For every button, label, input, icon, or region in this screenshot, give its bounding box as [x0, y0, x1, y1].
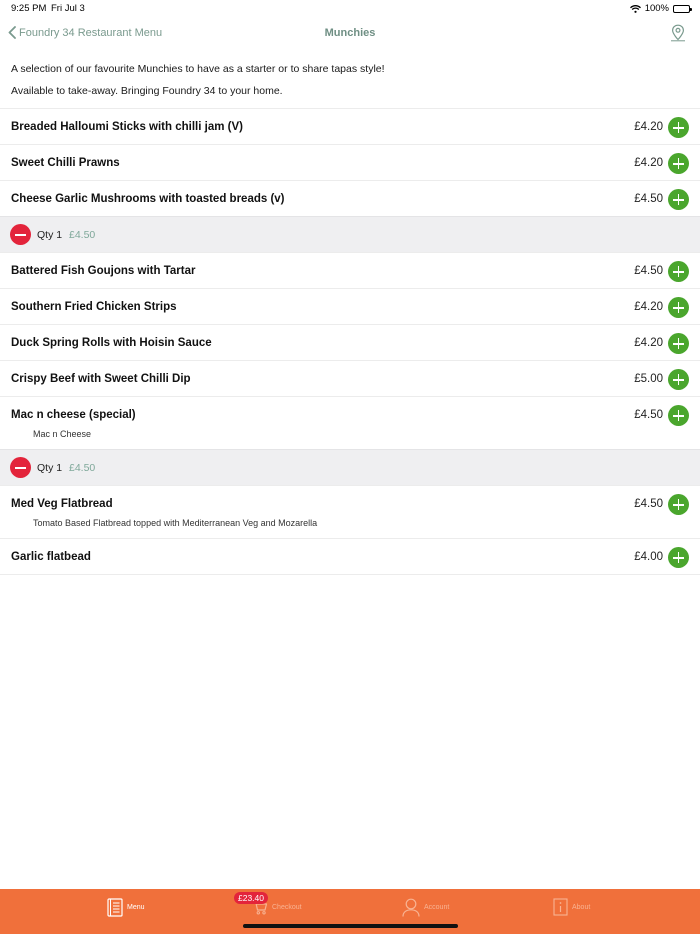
item-price: £4.50 [634, 265, 663, 277]
item-name: Breaded Halloumi Sticks with chilli jam (V) [11, 121, 243, 133]
quantity-label: Qty 1 [37, 462, 63, 474]
item-name: Crispy Beef with Sweet Chilli Dip [11, 373, 191, 385]
item-price: £4.50 [634, 193, 663, 205]
item-name: Sweet Chilli Prawns [11, 157, 120, 169]
item-price: £4.00 [634, 551, 663, 563]
quantity-price: £4.50 [69, 462, 96, 474]
menu-item-row[interactable] [0, 324, 700, 360]
add-item-button[interactable] [668, 189, 689, 210]
menu-item-row[interactable] [0, 108, 700, 144]
page-title: Munchies [324, 27, 376, 39]
status-indicators [630, 3, 690, 14]
chevron-left-icon [8, 26, 16, 39]
item-description: Tomato Based Flatbread topped with Mediterranean Veg and Mozarella [33, 518, 318, 528]
item-name: Battered Fish Goujons with Tartar [11, 265, 196, 277]
menu-item-row[interactable] [0, 396, 700, 449]
info-icon [553, 898, 568, 916]
menu-item-row[interactable] [0, 252, 700, 288]
remove-item-button[interactable] [10, 224, 31, 245]
checkout-total-badge: £23.40 [234, 892, 268, 904]
item-name: Southern Fried Chicken Strips [11, 301, 177, 313]
item-price: £4.50 [634, 498, 663, 510]
item-name: Garlic flatbead [11, 551, 91, 563]
basket-quantity-row [0, 449, 700, 485]
location-pin-icon[interactable] [670, 24, 686, 47]
add-item-button[interactable] [668, 153, 689, 174]
wifi-icon [630, 5, 641, 13]
menu-item-row[interactable] [0, 144, 700, 180]
menu-item-row[interactable] [0, 180, 700, 216]
back-button[interactable] [8, 26, 162, 39]
tab-account[interactable] [402, 897, 449, 917]
item-name: Mac n cheese (special) [11, 409, 136, 421]
add-item-button[interactable] [668, 494, 689, 515]
battery-icon [673, 5, 690, 13]
item-description: Mac n Cheese [33, 429, 92, 439]
item-price: £5.00 [634, 373, 663, 385]
add-item-button[interactable] [668, 333, 689, 354]
add-item-button[interactable] [668, 297, 689, 318]
tab-menu[interactable] [107, 897, 145, 917]
status-date: Fri Jul 3 [51, 3, 85, 14]
add-item-button[interactable] [668, 405, 689, 426]
home-indicator [243, 924, 458, 928]
add-item-button[interactable] [668, 261, 689, 282]
add-item-button[interactable] [668, 369, 689, 390]
item-name: Med Veg Flatbread [11, 498, 113, 510]
category-intro [11, 62, 691, 106]
status-bar [0, 0, 700, 18]
nav-bar [0, 18, 700, 50]
remove-item-button[interactable] [10, 457, 31, 478]
add-item-button[interactable] [668, 547, 689, 568]
item-price: £4.50 [634, 409, 663, 421]
item-price: £4.20 [634, 337, 663, 349]
intro-line-1: A selection of our favourite Munchies to have as a starter or to share tapas style! [11, 63, 385, 75]
tab-menu-label: Menu [127, 903, 145, 911]
add-item-button[interactable] [668, 117, 689, 138]
item-price: £4.20 [634, 157, 663, 169]
battery-percent: 100% [644, 3, 669, 14]
item-price: £4.20 [634, 121, 663, 133]
tab-about-label: About [572, 903, 591, 911]
item-price: £4.20 [634, 301, 663, 313]
back-label: Foundry 34 Restaurant Menu [19, 26, 163, 39]
item-name: Cheese Garlic Mushrooms with toasted breads (v) [11, 193, 285, 205]
menu-item-row[interactable] [0, 538, 700, 574]
menu-book-icon [107, 898, 123, 917]
tab-account-label: Account [424, 903, 450, 911]
list-divider [0, 574, 700, 575]
menu-item-row[interactable] [0, 485, 700, 538]
quantity-label: Qty 1 [37, 229, 63, 241]
menu-item-row[interactable] [0, 288, 700, 324]
user-icon [402, 898, 420, 917]
status-time: 9:25 PM [11, 3, 47, 14]
basket-quantity-row [0, 216, 700, 252]
menu-item-row[interactable] [0, 360, 700, 396]
tab-checkout-label: Checkout [272, 903, 302, 911]
quantity-price: £4.50 [69, 229, 96, 241]
tab-about[interactable] [553, 897, 590, 917]
intro-line-2: Available to take-away. Bringing Foundry 34 to your home. [11, 85, 283, 97]
menu-list [0, 108, 700, 575]
item-name: Duck Spring Rolls with Hoisin Sauce [11, 337, 212, 349]
